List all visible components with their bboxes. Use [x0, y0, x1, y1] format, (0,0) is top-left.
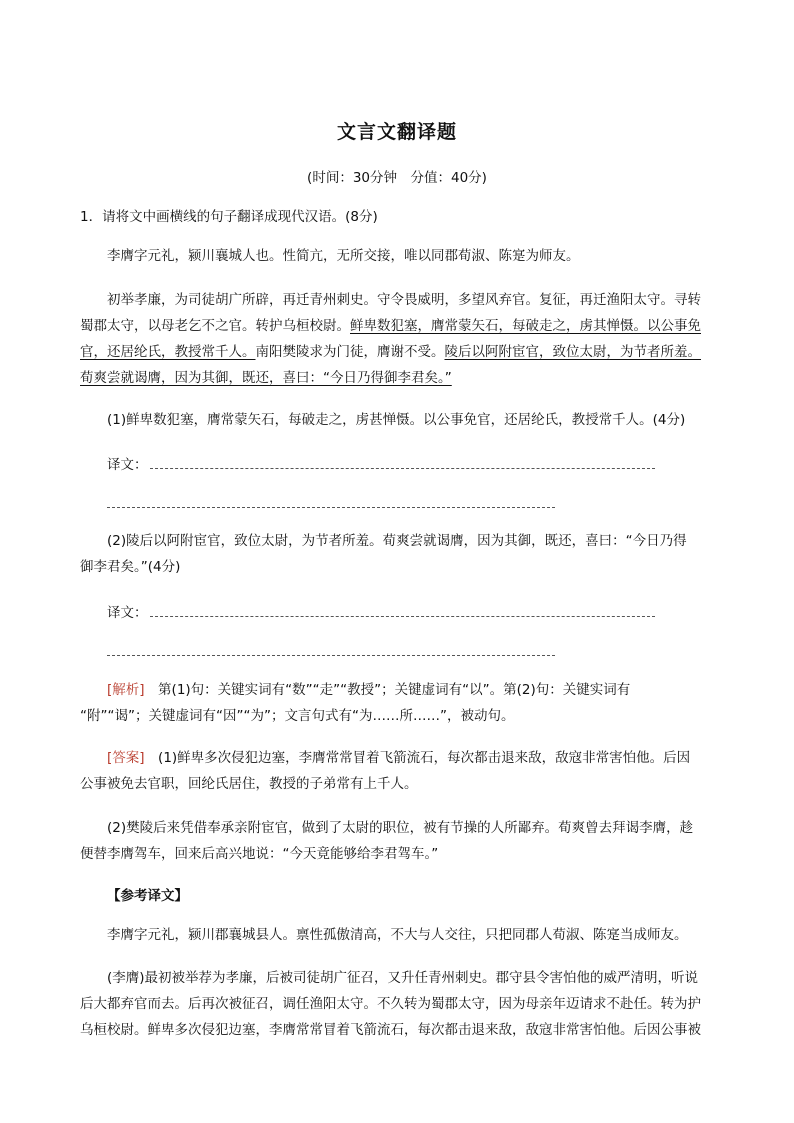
sub-question-1: (1)鲜卑数犯塞，膺常蒙矢石，每破走之，虏甚惮慑。以公事免官，还居纶氏，教授常千人。(4分): [107, 412, 686, 428]
translation-label-2: 译文：: [107, 605, 148, 621]
answer-line[interactable]: [107, 655, 555, 656]
passage-text: 蜀郡太守，以母老乞不之官。转护乌桓校尉。: [80, 318, 350, 334]
underlined-sentence: 陵后以阿附宦官，致位太尉，为节者所羞。: [444, 344, 701, 360]
answer-line[interactable]: [150, 616, 655, 617]
sub-question-2-line-1: (2)陵后以阿附宦官，致位太尉，为节者所羞。荀爽尝就谒膺，因为其御，既还，喜曰：“今日乃得: [107, 533, 687, 549]
answer-text: (1)鲜卑多次侵犯边塞，李膺常常冒着飞箭流石，每次都击退来敌，敌寇非常害怕他。后因: [144, 750, 691, 766]
passage-paragraph-2-line-4: [80, 368, 693, 388]
analysis-line-1: [107, 680, 720, 700]
translation-label-1: 译文：: [107, 457, 148, 473]
underlined-sentence: 官，还居纶氏，教授常千人。: [80, 344, 256, 360]
sub-question-2-line-2: 御李君矣。”(4分): [80, 559, 181, 575]
answer-2-line-1: (2)樊陵后来凭借奉承亲附宦官，做到了太尉的职位，被有节操的人所鄙弃。荀爽曾去拜谒李膺，趁: [107, 820, 694, 836]
passage-paragraph-2-line-2: [80, 316, 701, 336]
passage-text: 南阳樊陵求为门徒，膺谢不受。: [255, 344, 445, 360]
underlined-sentence: 荀爽尝就谒膺，因为其御，既还，喜曰：“今日乃得御李君矣。”: [80, 370, 452, 386]
passage-paragraph-1: 李膺字元礼，颍川襄城人也。性简亢，无所交接，唯以同郡荀淑、陈寔为师友。: [107, 248, 580, 264]
reference-paragraph-1: 李膺字元礼，颍川郡襄城县人。禀性孤傲清高，不大与人交往，只把同郡人荀淑、陈寔当成师友。: [107, 927, 688, 943]
passage-paragraph-2-line-3: [80, 342, 701, 362]
page-title: 文言文翻译题: [336, 121, 457, 143]
answer-2-line-2: 便替李膺驾车，回来后高兴地说：“今天竟能够给李君驾车。”: [80, 846, 439, 862]
answer-line-2: 公事被免去官职，回纶氏居住，教授的子弟常有上千人。: [80, 776, 418, 792]
reference-heading: 【参考译文】: [107, 888, 188, 904]
reference-paragraph-2-line-2: 后大都弃官而去。后再次被征召，调任渔阳太守。不久转为蜀郡太守，因为母亲年迈请求不赴任。转为护: [80, 996, 701, 1012]
analysis-line-2: “附”“谒”；关键虚词有“因”“为”；文言句式有“为……所……”，被动句。: [80, 708, 515, 724]
analysis-tag: [解析]: [107, 682, 145, 698]
analysis-text: 第(1)句：关键实词有“数”“走”“教授”；关键虚词有“以”。第(2)句：关键实词有: [144, 682, 631, 698]
answer-line[interactable]: [150, 468, 655, 469]
reference-paragraph-2-line-3: 乌桓校尉。鲜卑多次侵犯边塞，李膺常常冒着飞箭流石，每次都击退来敌，敌寇非常害怕他。后因公事被: [80, 1022, 701, 1038]
page-subtitle: (时间：30分钟 分值：40分): [307, 170, 487, 186]
passage-paragraph-2-line-1: 初举孝廉，为司徒胡广所辟，再迁青州刺史。守令畏威明，多望风弃官。复征，再迁渔阳太守。寻转: [107, 292, 701, 308]
question-prompt: 1．请将文中画横线的句子翻译成现代汉语。(8分): [80, 209, 378, 225]
underlined-sentence: 鲜卑数犯塞，膺常蒙矢石，每破走之，虏其惮慑。以公事免: [350, 318, 701, 334]
reference-paragraph-2-line-1: (李膺)最初被举荐为孝廉，后被司徒胡广征召，又升任青州刺史。郡守县令害怕他的威严清明，听说: [107, 970, 699, 986]
answer-tag: [答案]: [107, 750, 145, 766]
answer-line[interactable]: [107, 507, 555, 508]
answer-line-1: [107, 748, 720, 768]
